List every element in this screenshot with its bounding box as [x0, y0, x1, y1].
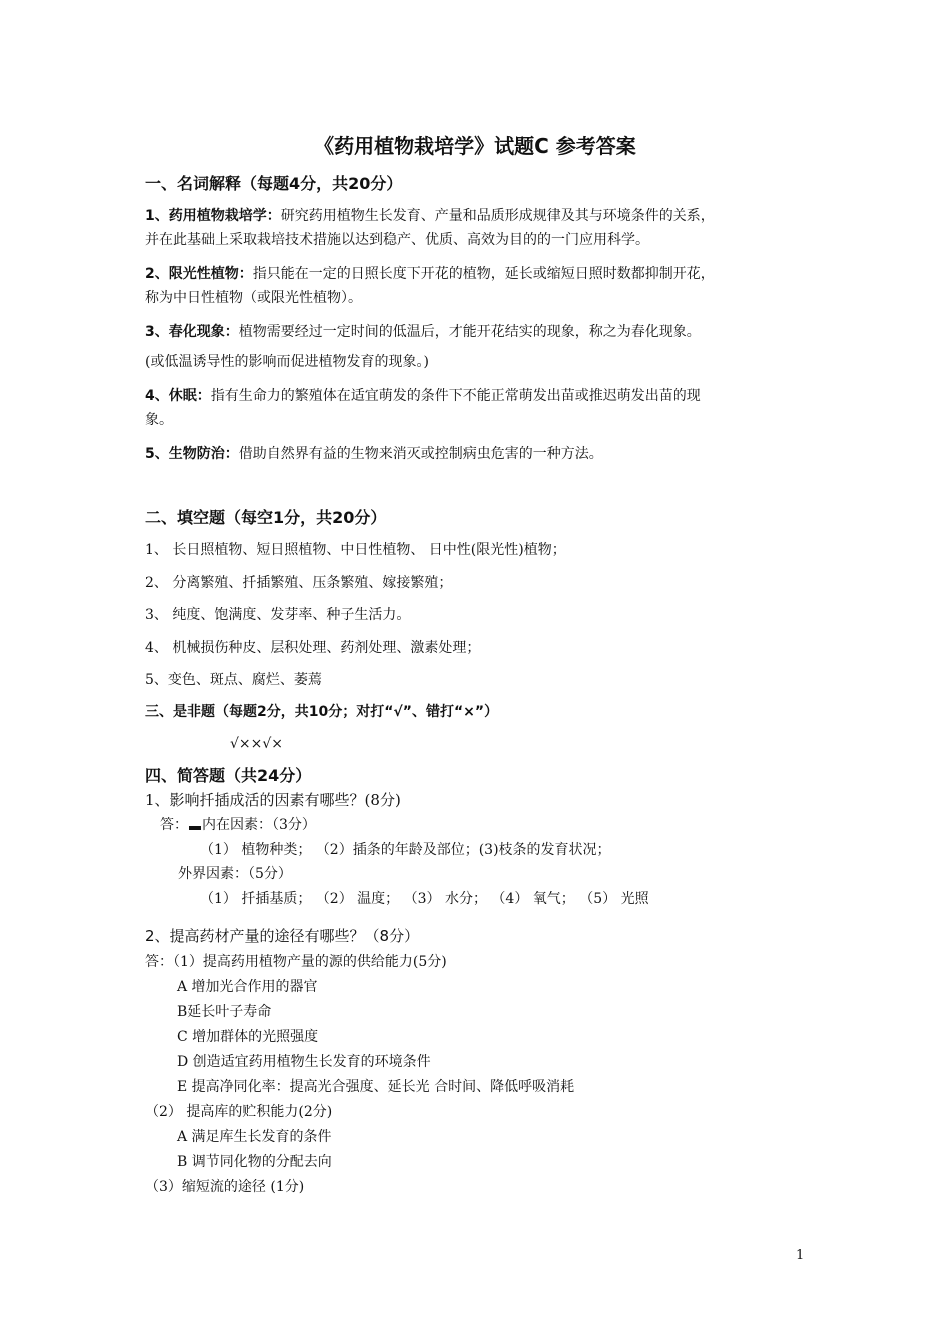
q2-line-10: （3）缩短流的途径 (1分) [145, 1179, 305, 1195]
definition-4-cont: 象。 [145, 412, 173, 428]
answer-prefix: 答： [160, 817, 188, 833]
definition-1-cont: 并在此基础上采取栽培技术措施以达到稳产、优质、高效为目的的一门应用科学。 [145, 232, 649, 248]
q2-line-3: B延长叶子寿命 [177, 1004, 272, 1020]
fill-answer-3: 3、 纯度、饱满度、发芽率、种子生活力。 [145, 607, 411, 623]
question-1-answer [160, 815, 760, 835]
page-number: 1 [796, 1248, 805, 1263]
definition-2-cont: 称为中日性植物（或限光性植物）。 [145, 290, 362, 306]
fill-answer-5: 5、变色、斑点、腐烂、萎蔫 [145, 672, 322, 688]
question-1: 1、影响扦插成活的因素有哪些？(8分) [145, 791, 401, 809]
definition-term: 3、春化现象： [145, 324, 239, 340]
section3-heading: 三、是非题（每题2分，共10分；对打“√”、错打“×”） [145, 704, 499, 720]
external-factors-label: 外界因素：（5分） [178, 866, 292, 882]
true-false-answers: √××√× [230, 736, 284, 752]
definition-term: 4、休眠： [145, 388, 211, 404]
q2-line-4: C 增加群体的光照强度 [177, 1029, 319, 1045]
q2-line-1: 答：（1）提高药用植物产量的源的供给能力(5分) [145, 954, 447, 970]
text-cursor-icon [189, 826, 201, 830]
fill-answer-2: 2、 分离繁殖、扦插繁殖、压条繁殖、嫁接繁殖； [145, 575, 453, 591]
q2-line-6: E 提高净同化率：提高光合强度、延长光 合时间、降低呼吸消耗 [177, 1079, 575, 1095]
question-2: 2、提高药材产量的途径有哪些？（8分） [145, 927, 420, 945]
definition-term: 1、药用植物栽培学： [145, 208, 281, 224]
definition-1 [145, 206, 815, 226]
section4-heading: 四、简答题（共24分） [145, 766, 312, 785]
q2-line-9: B 调节同化物的分配去向 [177, 1154, 332, 1170]
definition-5 [145, 444, 815, 464]
definition-term: 5、生物防治： [145, 446, 239, 462]
external-factors: （1） 扦插基质； （2） 温度； （3） 水分； （4） 氧气； （5） 光照 [200, 891, 649, 907]
q2-line-8: A 满足库生长发育的条件 [177, 1129, 332, 1145]
definition-text: 植物需要经过一定时间的低温后，才能开花结实的现象，称之为春化现象。 [238, 324, 701, 340]
internal-factors-label: 内在因素：（3分） [202, 817, 316, 833]
q2-line-5: D 创造适宜药用植物生长发育的环境条件 [177, 1054, 431, 1070]
document-title: 《药用植物栽培学》试题C 参考答案 [314, 134, 636, 158]
fill-answer-4: 4、 机械损伤种皮、层积处理、药剂处理、激素处理； [145, 640, 481, 656]
definition-3 [145, 322, 815, 342]
definition-2 [145, 264, 815, 284]
definition-term: 2、限光性植物： [145, 266, 253, 282]
definition-text: 借助自然界有益的生物来消灭或控制病虫危害的一种方法。 [238, 446, 603, 462]
section1-heading: 一、名词解释（每题4分，共20分） [145, 174, 403, 193]
definition-3-cont: (或低温诱导性的影响而促进植物发育的现象。) [145, 354, 429, 370]
definition-4 [145, 386, 815, 406]
internal-factors: （1） 植物种类； （2）插条的年龄及部位；(3)枝条的发育状况； [200, 842, 611, 858]
definition-text: 研究药用植物生长发育、产量和品质形成规律及其与环境条件的关系， [280, 208, 715, 224]
definition-text: 指只能在一定的日照长度下开花的植物，延长或缩短日照时数都抑制开花， [252, 266, 715, 282]
section2-heading: 二、填空题（每空1分，共20分） [145, 508, 387, 527]
q2-line-2: A 增加光合作用的器官 [177, 979, 318, 995]
fill-answer-1: 1、 长日照植物、短日照植物、中日性植物、 日中性(限光性)植物； [145, 542, 566, 558]
definition-text: 指有生命力的繁殖体在适宜萌发的条件下不能正常萌发出苗或推迟萌发出苗的现 [210, 388, 701, 404]
q2-line-7: （2） 提高库的贮积能力(2分) [145, 1104, 333, 1120]
